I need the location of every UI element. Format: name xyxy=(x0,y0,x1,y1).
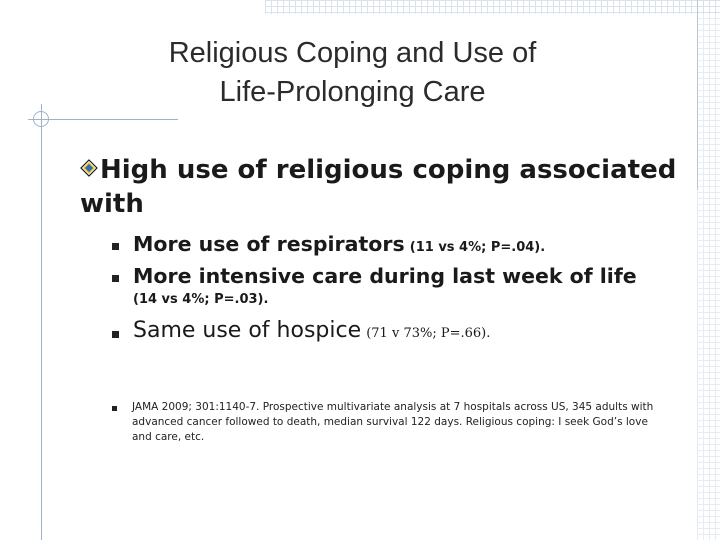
square-icon xyxy=(112,243,119,250)
square-icon xyxy=(112,331,119,338)
diamond-icon xyxy=(80,159,98,177)
sub-bullet-note: (14 vs 4%; P=.03). xyxy=(133,292,269,307)
title-line-1: Religious Coping and Use of xyxy=(168,37,537,69)
decorative-grid-top xyxy=(265,0,720,14)
sub-bullet-text: More intensive care during last week of life xyxy=(133,264,637,288)
decorative-line-right xyxy=(697,0,698,190)
decorative-line-vertical xyxy=(41,104,42,540)
reference-text: JAMA 2009; 301:1140-7. Prospective multivariate analysis at 7 hospitals across US, 345 adults with advanced cancer followed to death, median survival 122 days. Religious coping: I seek God’s love and care, etc. xyxy=(132,401,654,443)
square-icon xyxy=(112,275,119,282)
sub-bullet-text: More use of respirators xyxy=(133,232,405,256)
title-line-2: Life-Prolonging Care xyxy=(219,76,486,108)
decorative-grid-right xyxy=(697,0,720,540)
square-icon xyxy=(112,406,117,411)
sub-bullet-text: Same use of hospice xyxy=(133,318,362,343)
decorative-line-horizontal xyxy=(28,119,178,120)
main-bullet-line-2: with xyxy=(80,189,144,219)
crosshair-circle-icon xyxy=(33,111,49,127)
page-title xyxy=(100,34,605,112)
main-bullet xyxy=(80,153,680,221)
sub-bullet-note: (11 vs 4%; P=.04). xyxy=(409,240,546,255)
sub-bullet-note: (71 v 73%; P=.66). xyxy=(366,326,491,341)
main-bullet-line-1: High use of religious coping associated xyxy=(100,155,677,185)
